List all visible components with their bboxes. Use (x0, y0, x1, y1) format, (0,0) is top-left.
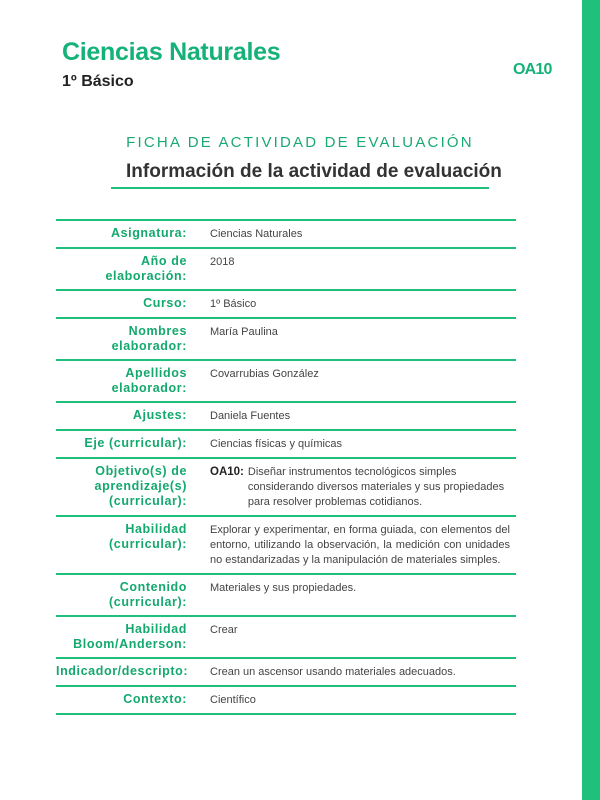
row-label: Contexto: (123, 692, 187, 706)
row-label: Contenido (curricular): (109, 580, 187, 609)
row-label: Eje (curricular): (84, 436, 187, 450)
row-value: 2018 (210, 256, 235, 268)
row-value: Covarrubias González (210, 368, 319, 380)
table-row (56, 573, 516, 615)
table-row (56, 219, 516, 247)
section-title: Información de la actividad de evaluación (126, 161, 502, 182)
row-value: 1º Básico (210, 298, 257, 310)
table-row (56, 429, 516, 457)
row-value: Ciencias Naturales (210, 228, 303, 240)
table-row (56, 317, 516, 359)
row-label: Objetivo(s) de aprendizaje(s) (curricular): (94, 464, 187, 508)
row-label: Ajustes: (132, 408, 187, 422)
activity-info-table (56, 219, 516, 715)
row-label: Indicador/descripto: (56, 664, 189, 678)
subject-title: Ciencias Naturales (62, 38, 281, 66)
table-row (56, 289, 516, 317)
row-label: Habilidad (curricular): (109, 522, 187, 551)
row-value: Ciencias físicas y químicas (210, 438, 343, 450)
table-row (56, 515, 516, 573)
row-value: María Paulina (210, 326, 278, 338)
table-row (56, 457, 516, 515)
table-row (56, 247, 516, 289)
row-value: Daniela Fuentes (210, 410, 291, 422)
row-value: Explorar y experimentar, en forma guiada, con elementos del entorno, utilizando la observación, la medición con unidades no estandarizadas y la manipulación de materiales simples. (210, 524, 510, 566)
row-value (210, 463, 510, 510)
title-underline (111, 187, 489, 189)
table-row (56, 657, 516, 685)
objective-text: Diseñar instrumentos tecnológicos simples considerando diversos materiales y sus propiedades para resolver problemas cotidianos. (247, 466, 505, 508)
side-accent-bar (582, 0, 600, 800)
table-row (56, 359, 516, 401)
objective-code: OA10 (513, 61, 552, 78)
row-label: Nombres elaborador: (111, 324, 187, 353)
row-label: Apellidos elaborador: (111, 366, 187, 395)
row-value: Científico (210, 694, 256, 706)
row-value: Crean un ascensor usando materiales adecuados. (210, 666, 456, 678)
row-label: Curso: (143, 296, 187, 310)
row-label: Habilidad Bloom/Anderson: (73, 622, 187, 651)
sheet-label: FICHA DE ACTIVIDAD DE EVALUACIÓN (126, 134, 474, 151)
grade-label: 1º Básico (62, 73, 134, 90)
row-label: Asignatura: (110, 226, 187, 240)
row-value: Materiales y sus propiedades. (210, 582, 357, 594)
objective-code-inline: OA10: (210, 466, 244, 478)
row-label: Año de elaboración: (105, 254, 187, 283)
table-row (56, 685, 516, 715)
table-row (56, 615, 516, 657)
row-value: Crear (210, 624, 238, 636)
table-row (56, 401, 516, 429)
